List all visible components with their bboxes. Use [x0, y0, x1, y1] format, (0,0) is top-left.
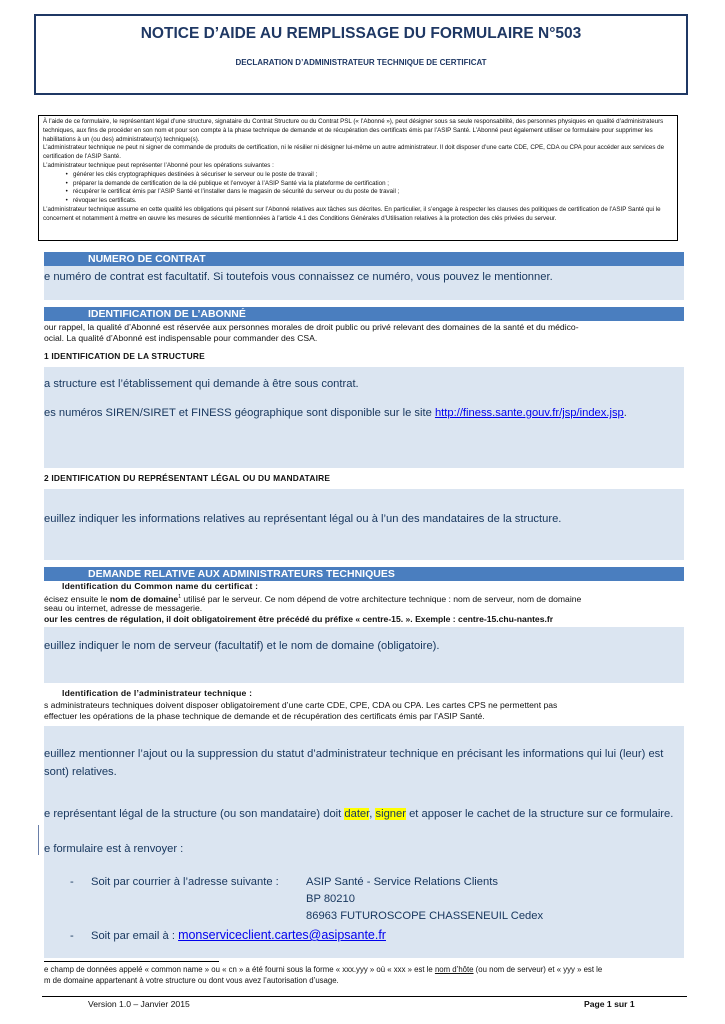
- address-line-3: 86963 FUTUROSCOPE CHASSENEUIL Cedex: [306, 910, 544, 922]
- intro-paragraph-1: À l’aide de ce formulaire, le représentant légal d’une structure, signataire du Contrat Structure ou du Contrat PSL (« l’Abonné »), peut désigner sous sa seule responsabilité, des personnes physiques en qualité d’administrateurs techniques, aux fins de procéder en son nom et pour son compte à la phase technique de demande et de récupération des certificats émis par l’ASIP Santé. L’Abonné peut également utiliser ce formulaire pour supprimer les habilitations à un (ou des) administrateur(s) technique(s).: [43, 118, 664, 143]
- admin-panel: [44, 726, 684, 958]
- intro-paragraph-4: L’administrateur technique assume en cette qualité les obligations qui pèsent sur l’Abonné relatives aux tâches sus décrites. En particulier, il s’engage à respecter les clauses des politiques de certification de l’ASIP Santé qui le concernent et notamment à mettre en œuvre les mesures de sécurité mentionnées à l’article 4.1 des Conditions Générales d’Utilisation relatives à la protection des clés privées du serveur.: [43, 205, 661, 222]
- highlight-signer: signer: [375, 808, 406, 820]
- footer-page-number: Page 1 sur 1: [584, 999, 635, 1009]
- section-heading-demande: DEMANDE RELATIVE AUX ADMINISTRATEURS TECHNIQUES: [44, 567, 684, 581]
- intro-paragraph-3: L’administrateur technique peut représenter l’Abonné pour les opérations suivantes :: [43, 161, 274, 169]
- page-subtitle: DECLARATION D’ADMINISTRATEUR TECHNIQUE DE CERTIFICAT: [235, 58, 487, 67]
- intro-list-item: • générer les clés cryptographiques destinées à sécuriser le serveur ou le poste de travail ;: [73, 171, 673, 180]
- cn-title: Identification du Common name du certificat :: [62, 581, 259, 591]
- structure-text-2-body: es numéros SIREN/SIRET et FINESS géographique sont disponible sur le site: [44, 407, 435, 419]
- margin-marker: [38, 825, 39, 855]
- cn-line-2: seau ou internet, adresse de messagerie.: [44, 603, 203, 613]
- footer-divider: [42, 996, 687, 997]
- cn-panel-text: euillez indiquer le nom de serveur (facultatif) et le nom de domaine (obligatoire).: [44, 640, 440, 652]
- address-line-1: ASIP Santé - Service Relations Clients: [306, 876, 498, 888]
- footnote-line-1: [44, 964, 602, 975]
- footnote-ref: 1: [178, 594, 181, 600]
- intro-list-item: • récupérer le certificat émis par l’ASIP Santé et l’installer dans le magasin de sécurité du serveur ou du poste de travail ;: [73, 188, 673, 197]
- abonne-note-2: ocial. La qualité d’Abonné est indispensable pour commander des CSA.: [44, 333, 318, 343]
- highlight-dater: dater: [344, 808, 370, 820]
- structure-text-2: [44, 407, 627, 419]
- admin-panel-text-2: sont) relatives.: [44, 766, 117, 778]
- structure-text-1: a structure est l’établissement qui demande à être sous contrat.: [44, 378, 359, 390]
- footnote-line-2: m de domaine appartenant à votre structure ou dont vous avez l’autorisation d’usage.: [44, 976, 339, 985]
- signature-text-a: e représentant légal de la structure (ou son mandataire) doit: [44, 808, 345, 820]
- renvoi-text: e formulaire est à renvoyer :: [44, 843, 184, 855]
- signature-text-b: et apposer le cachet de la structure sur ce formulaire.: [405, 808, 674, 820]
- courrier-dash: -: [70, 876, 74, 888]
- address-line-2: BP 80210: [306, 893, 355, 905]
- email-link[interactable]: monserviceclient.cartes@asipsante.fr: [178, 928, 386, 942]
- admin-line-1: s administrateurs techniques doivent disposer obligatoirement d’une carte CDE, CPE, CDA ou CPA. Les cartes CPS ne permettent pas: [44, 700, 558, 710]
- email-dash: -: [70, 930, 74, 942]
- admin-title: Identification de l’administrateur technique :: [62, 688, 253, 698]
- footnote-hostname: nom d’hôte: [434, 965, 474, 974]
- intro-paragraph-2: L’administrateur technique ne peut ni signer de commande de produits de certification, ni le résilier ni désigner lui-même un autre administrateur. Il doit disposer d’une carte CDE, CPE, CDA ou CPA pour accéder aux services de certification de l’ASIP Santé.: [43, 144, 665, 161]
- footnote-line-1-b: (ou nom de serveur) et « yyy » est le: [473, 965, 603, 974]
- finess-link[interactable]: http://finess.sante.gouv.fr/jsp/index.jsp: [434, 407, 624, 419]
- courrier-label: Soit par courrier à l’adresse suivante :: [91, 876, 279, 888]
- cn-line-1-a: écisez ensuite le: [44, 593, 110, 604]
- contrat-text: e numéro de contrat est facultatif. Si toutefois vous connaissez ce numéro, vous pouvez le mentionner.: [44, 271, 553, 283]
- footnote-separator: [44, 961, 219, 962]
- subheading-representant: 2 IDENTIFICATION DU REPRÉSENTANT LÉGAL OU DU MANDATAIRE: [44, 473, 331, 483]
- footer-version: Version 1.0 – Janvier 2015: [88, 999, 190, 1009]
- admin-line-2: effectuer les opérations de la phase technique de demande et de récupération des certificats émis par l’ASIP Santé.: [44, 711, 485, 721]
- cn-domain-term: nom de domaine: [109, 593, 179, 604]
- admin-panel-text-1: euillez mentionner l’ajout ou la suppression du statut d’administrateur technique en précisant les informations qui lui (leur) est: [44, 748, 664, 760]
- intro-list: [43, 171, 673, 206]
- footnote-line-1-a: e champ de données appelé « common name » ou « cn » a été fourni sous la forme « xxx.yyy » où « xxx » est le: [44, 965, 435, 974]
- cn-panel: [44, 627, 684, 683]
- structure-text-2-end: .: [623, 407, 627, 419]
- email-line: [91, 928, 386, 942]
- page-title: NOTICE D’AIDE AU REMPLISSAGE DU FORMULAIRE N°503: [140, 25, 582, 42]
- representant-text: euillez indiquer les informations relatives au représentant légal ou à l’un des mandataires de la structure.: [44, 513, 562, 525]
- cn-line-1-c: utilisé par le serveur. Ce nom dépend de votre architecture technique : nom de serveur, nom de domaine: [180, 593, 582, 604]
- intro-list-item: • préparer la demande de certification de la clé publique et l’envoyer à l’ASIP Santé via la plateforme de certification ;: [73, 180, 673, 189]
- intro-box: [38, 115, 678, 241]
- intro-list-item: • révoquer les certificats.: [73, 197, 673, 206]
- cn-line-3: our les centres de régulation, il doit obligatoirement être précédé du préfixe « centre-15. ». Exemple : centre-15.chu-nantes.fr: [44, 614, 554, 624]
- signature-sep: ,: [369, 808, 376, 820]
- email-label: Soit par email à :: [91, 930, 179, 942]
- signature-text: [44, 808, 673, 820]
- section-heading-abonne: IDENTIFICATION DE L’ABONNÉ: [44, 307, 684, 321]
- abonne-note-1: our rappel, la qualité d’Abonné est réservée aux personnes morales de droit public ou privé relevant des domaines de la santé et du médico-: [44, 322, 579, 332]
- subheading-structure: 1 IDENTIFICATION DE LA STRUCTURE: [44, 351, 205, 361]
- section-heading-contrat: NUMERO DE CONTRAT: [44, 252, 684, 266]
